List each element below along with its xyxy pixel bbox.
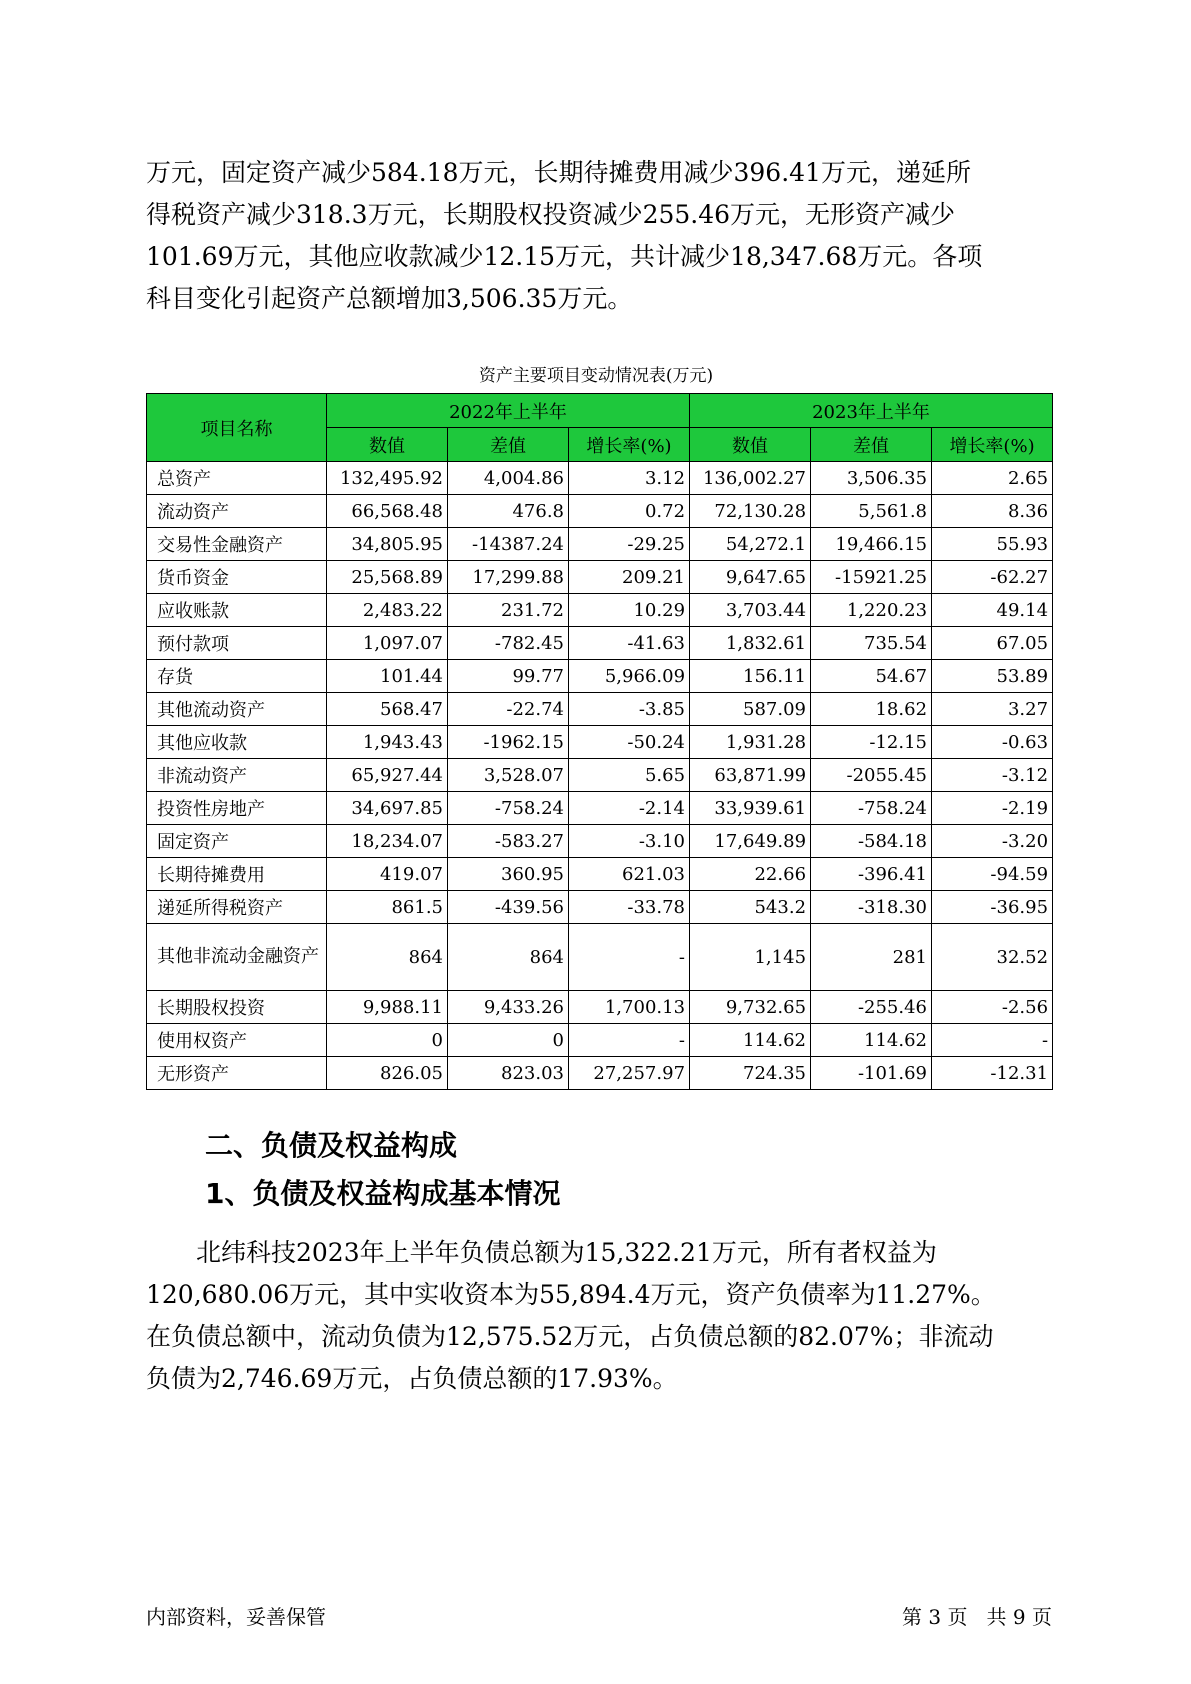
cell-growth-2022: 621.03 <box>569 858 690 891</box>
cell-growth-2023: 49.14 <box>932 594 1053 627</box>
cell-value-2023: 72,130.28 <box>690 495 811 528</box>
cell-value-2023: 9,732.65 <box>690 991 811 1024</box>
cell-value-2022: 864 <box>327 924 448 991</box>
intro-paragraph <box>146 152 1046 320</box>
cell-diff-2022: -782.45 <box>448 627 569 660</box>
cell-diff-2022: 4,004.86 <box>448 462 569 495</box>
cell-value-2022: 2,483.22 <box>327 594 448 627</box>
cell-value-2023: 543.2 <box>690 891 811 924</box>
table-row <box>147 759 1053 792</box>
cell-value-2023: 1,832.61 <box>690 627 811 660</box>
cell-item-name: 无形资产 <box>147 1057 327 1090</box>
table-row <box>147 693 1053 726</box>
section-heading: 二、负债及权益构成 <box>205 1129 458 1162</box>
cell-growth-2022: -33.78 <box>569 891 690 924</box>
cell-growth-2022: -3.85 <box>569 693 690 726</box>
cell-value-2023: 136,002.27 <box>690 462 811 495</box>
cell-growth-2022: - <box>569 924 690 991</box>
cell-diff-2022: 9,433.26 <box>448 991 569 1024</box>
cell-value-2022: 132,495.92 <box>327 462 448 495</box>
cell-diff-2023: 18.62 <box>811 693 932 726</box>
cell-item-name: 其他非流动金融资产 <box>147 924 327 991</box>
intro-line: 得税资产减少318.3万元，长期股权投资减少255.46万元，无形资产减少 <box>146 200 956 229</box>
table-header <box>147 394 1053 462</box>
liability-line: 北纬科技2023年上半年负债总额为15,322.21万元，所有者权益为 <box>146 1238 937 1267</box>
cell-growth-2022: 5.65 <box>569 759 690 792</box>
cell-diff-2023: -584.18 <box>811 825 932 858</box>
cell-diff-2023: -255.46 <box>811 991 932 1024</box>
cell-growth-2022: -2.14 <box>569 792 690 825</box>
cell-value-2022: 1,097.07 <box>327 627 448 660</box>
cell-growth-2023: 8.36 <box>932 495 1053 528</box>
table-caption: 资产主要项目变动情况表(万元) <box>478 366 714 386</box>
cell-item-name: 预付款项 <box>147 627 327 660</box>
cell-diff-2022: -22.74 <box>448 693 569 726</box>
cell-value-2023: 3,703.44 <box>690 594 811 627</box>
cell-item-name: 应收账款 <box>147 594 327 627</box>
cell-value-2022: 101.44 <box>327 660 448 693</box>
intro-line: 科目变化引起资产总额增加3,506.35万元。 <box>146 284 633 313</box>
table-row <box>147 891 1053 924</box>
cell-item-name: 其他应收款 <box>147 726 327 759</box>
cell-diff-2022: -583.27 <box>448 825 569 858</box>
cell-value-2023: 156.11 <box>690 660 811 693</box>
cell-growth-2023: 53.89 <box>932 660 1053 693</box>
table-row <box>147 991 1053 1024</box>
subsection-heading: 1、负债及权益构成基本情况 <box>205 1177 561 1210</box>
cell-value-2022: 861.5 <box>327 891 448 924</box>
table-row <box>147 528 1053 561</box>
header-group-2022: 2022年上半年 <box>327 394 690 428</box>
liability-paragraph <box>146 1232 1046 1400</box>
cell-diff-2022: 823.03 <box>448 1057 569 1090</box>
table-row <box>147 561 1053 594</box>
table-body <box>147 462 1053 1090</box>
liability-line: 120,680.06万元，其中实收资本为55,894.4万元，资产负债率为11.27%。 <box>146 1280 996 1309</box>
cell-diff-2022: 231.72 <box>448 594 569 627</box>
cell-growth-2023: -12.31 <box>932 1057 1053 1090</box>
liability-line: 在负债总额中，流动负债为12,575.52万元，占负债总额的82.07%；非流动 <box>146 1322 994 1351</box>
cell-value-2022: 18,234.07 <box>327 825 448 858</box>
cell-value-2022: 34,805.95 <box>327 528 448 561</box>
header-diff-2022: 差值 <box>448 428 569 462</box>
cell-diff-2022: 3,528.07 <box>448 759 569 792</box>
cell-growth-2022: 3.12 <box>569 462 690 495</box>
cell-growth-2023: -2.19 <box>932 792 1053 825</box>
table-row <box>147 462 1053 495</box>
cell-value-2023: 724.35 <box>690 1057 811 1090</box>
table-row <box>147 594 1053 627</box>
cell-item-name: 递延所得税资产 <box>147 891 327 924</box>
table-row <box>147 495 1053 528</box>
cell-value-2023: 1,145 <box>690 924 811 991</box>
header-growth-2022: 增长率(%) <box>569 428 690 462</box>
cell-diff-2022: -1962.15 <box>448 726 569 759</box>
cell-growth-2022: 0.72 <box>569 495 690 528</box>
cell-value-2023: 587.09 <box>690 693 811 726</box>
cell-growth-2022: 5,966.09 <box>569 660 690 693</box>
cell-diff-2023: -318.30 <box>811 891 932 924</box>
cell-diff-2022: -758.24 <box>448 792 569 825</box>
cell-diff-2023: -2055.45 <box>811 759 932 792</box>
cell-value-2023: 63,871.99 <box>690 759 811 792</box>
cell-item-name: 存货 <box>147 660 327 693</box>
cell-value-2022: 568.47 <box>327 693 448 726</box>
cell-diff-2023: 5,561.8 <box>811 495 932 528</box>
cell-diff-2022: 476.8 <box>448 495 569 528</box>
cell-value-2022: 419.07 <box>327 858 448 891</box>
cell-diff-2023: -15921.25 <box>811 561 932 594</box>
cell-diff-2023: -396.41 <box>811 858 932 891</box>
cell-growth-2022: - <box>569 1024 690 1057</box>
cell-growth-2023: -3.12 <box>932 759 1053 792</box>
cell-value-2023: 114.62 <box>690 1024 811 1057</box>
cell-growth-2023: 32.52 <box>932 924 1053 991</box>
header-value-2023: 数值 <box>690 428 811 462</box>
cell-value-2022: 0 <box>327 1024 448 1057</box>
cell-value-2022: 1,943.43 <box>327 726 448 759</box>
cell-growth-2022: -50.24 <box>569 726 690 759</box>
cell-diff-2023: 19,466.15 <box>811 528 932 561</box>
cell-value-2023: 22.66 <box>690 858 811 891</box>
cell-item-name: 交易性金融资产 <box>147 528 327 561</box>
table-row <box>147 858 1053 891</box>
table-row <box>147 660 1053 693</box>
cell-item-name: 非流动资产 <box>147 759 327 792</box>
header-diff-2023: 差值 <box>811 428 932 462</box>
cell-growth-2022: 1,700.13 <box>569 991 690 1024</box>
header-growth-2023: 增长率(%) <box>932 428 1053 462</box>
cell-diff-2023: 281 <box>811 924 932 991</box>
table-row <box>147 1057 1053 1090</box>
cell-value-2023: 9,647.65 <box>690 561 811 594</box>
cell-diff-2023: 3,506.35 <box>811 462 932 495</box>
table-row <box>147 825 1053 858</box>
cell-item-name: 投资性房地产 <box>147 792 327 825</box>
cell-growth-2022: 10.29 <box>569 594 690 627</box>
cell-item-name: 固定资产 <box>147 825 327 858</box>
cell-value-2022: 65,927.44 <box>327 759 448 792</box>
cell-diff-2023: 114.62 <box>811 1024 932 1057</box>
table-row <box>147 1024 1053 1057</box>
cell-growth-2023: 2.65 <box>932 462 1053 495</box>
cell-value-2022: 34,697.85 <box>327 792 448 825</box>
table-row <box>147 627 1053 660</box>
cell-growth-2023: -0.63 <box>932 726 1053 759</box>
cell-item-name: 长期待摊费用 <box>147 858 327 891</box>
cell-growth-2023: 67.05 <box>932 627 1053 660</box>
cell-item-name: 长期股权投资 <box>147 991 327 1024</box>
cell-growth-2022: -29.25 <box>569 528 690 561</box>
cell-growth-2022: -3.10 <box>569 825 690 858</box>
cell-diff-2023: 54.67 <box>811 660 932 693</box>
liability-line: 负债为2,746.69万元，占负债总额的17.93%。 <box>146 1364 678 1393</box>
cell-growth-2023: - <box>932 1024 1053 1057</box>
header-group-2023: 2023年上半年 <box>690 394 1053 428</box>
cell-value-2023: 54,272.1 <box>690 528 811 561</box>
cell-item-name: 货币资金 <box>147 561 327 594</box>
cell-value-2022: 9,988.11 <box>327 991 448 1024</box>
cell-diff-2023: -758.24 <box>811 792 932 825</box>
cell-value-2023: 1,931.28 <box>690 726 811 759</box>
cell-diff-2022: 0 <box>448 1024 569 1057</box>
cell-diff-2022: 99.77 <box>448 660 569 693</box>
cell-growth-2022: 27,257.97 <box>569 1057 690 1090</box>
cell-value-2023: 17,649.89 <box>690 825 811 858</box>
table-row <box>147 924 1053 991</box>
footer-page-number: 第 3 页 共 9 页 <box>902 1605 1052 1629</box>
header-item-name: 项目名称 <box>147 394 327 462</box>
cell-diff-2022: 864 <box>448 924 569 991</box>
cell-diff-2022: 17,299.88 <box>448 561 569 594</box>
cell-value-2022: 66,568.48 <box>327 495 448 528</box>
cell-value-2023: 33,939.61 <box>690 792 811 825</box>
cell-growth-2023: -94.59 <box>932 858 1053 891</box>
cell-growth-2023: 3.27 <box>932 693 1053 726</box>
cell-item-name: 流动资产 <box>147 495 327 528</box>
cell-growth-2023: -36.95 <box>932 891 1053 924</box>
cell-diff-2023: 735.54 <box>811 627 932 660</box>
cell-growth-2022: -41.63 <box>569 627 690 660</box>
cell-diff-2023: -12.15 <box>811 726 932 759</box>
cell-growth-2023: 55.93 <box>932 528 1053 561</box>
cell-value-2022: 826.05 <box>327 1057 448 1090</box>
cell-item-name: 其他流动资产 <box>147 693 327 726</box>
cell-value-2022: 25,568.89 <box>327 561 448 594</box>
cell-growth-2023: -62.27 <box>932 561 1053 594</box>
cell-diff-2023: 1,220.23 <box>811 594 932 627</box>
table-row <box>147 792 1053 825</box>
table-row <box>147 726 1053 759</box>
cell-diff-2022: -14387.24 <box>448 528 569 561</box>
header-value-2022: 数值 <box>327 428 448 462</box>
intro-line: 万元，固定资产减少584.18万元，长期待摊费用减少396.41万元，递延所 <box>146 158 971 187</box>
cell-growth-2023: -3.20 <box>932 825 1053 858</box>
cell-growth-2023: -2.56 <box>932 991 1053 1024</box>
intro-line: 101.69万元，其他应收款减少12.15万元，共计减少18,347.68万元。各项 <box>146 242 983 271</box>
cell-item-name: 使用权资产 <box>147 1024 327 1057</box>
cell-growth-2022: 209.21 <box>569 561 690 594</box>
cell-diff-2022: -439.56 <box>448 891 569 924</box>
cell-diff-2023: -101.69 <box>811 1057 932 1090</box>
footer-confidential-note: 内部资料，妥善保管 <box>146 1605 326 1629</box>
cell-diff-2022: 360.95 <box>448 858 569 891</box>
cell-item-name: 总资产 <box>147 462 327 495</box>
asset-changes-table <box>146 393 1053 1090</box>
